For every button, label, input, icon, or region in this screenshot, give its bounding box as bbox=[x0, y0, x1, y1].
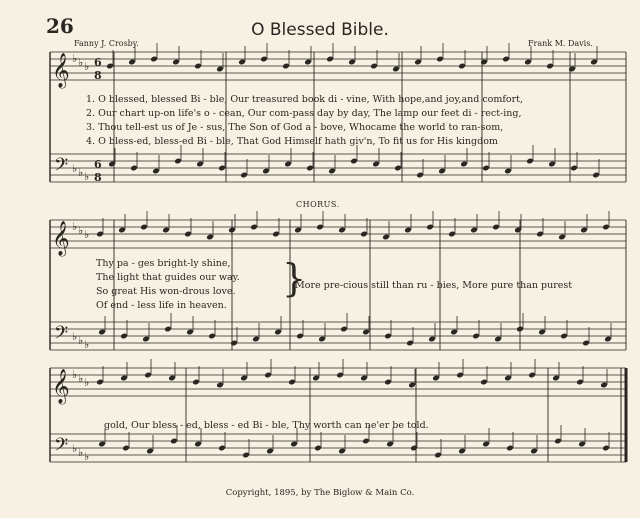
composer-credit: Frank M. Davis. bbox=[528, 39, 593, 48]
flat-sign: ♭ bbox=[78, 446, 84, 459]
refrain-line-3: So great His won-drous love. bbox=[96, 286, 236, 297]
flat-sign: ♭ bbox=[78, 334, 84, 347]
refrain-brace: } bbox=[282, 256, 307, 300]
clef-symbol: 𝄢 bbox=[54, 155, 69, 180]
flat-sign: ♭ bbox=[72, 52, 78, 65]
flat-sign: ♭ bbox=[84, 60, 90, 73]
flat-sign: ♭ bbox=[72, 330, 78, 343]
refrain-line-4: Of end - less life in heaven. bbox=[96, 300, 227, 311]
chorus-label: CHORUS. bbox=[296, 200, 340, 209]
clef-symbol: 𝄢 bbox=[54, 323, 69, 348]
time-signature: 8 bbox=[94, 171, 102, 184]
page-number: 26 bbox=[46, 14, 74, 38]
flat-sign: ♭ bbox=[72, 368, 78, 381]
flat-sign: ♭ bbox=[72, 442, 78, 455]
copyright-notice: Copyright, 1895, by The Biglow & Main Co. bbox=[225, 488, 415, 498]
verse-line-2: 2. Our chart up-on life's o - cean, Our com-pass day by day, The lamp our feet di - rect-ing, bbox=[86, 108, 522, 119]
flat-sign: ♭ bbox=[84, 228, 90, 241]
verse-line-1: 1. O blessed, blessed Bi - ble, Our treasured book di - vine, With hope,and joy,and comfort, bbox=[86, 94, 523, 105]
verse-line-4: 4. O bless-ed, bless-ed Bi - ble, That God Himself hath giv'n, To fit us for His kingdom bbox=[86, 136, 498, 147]
flat-sign: ♭ bbox=[78, 224, 84, 237]
time-signature: 6 bbox=[94, 158, 102, 171]
flat-sign: ♭ bbox=[78, 56, 84, 69]
refrain-line-1: Thy pa - ges bright-ly shine, bbox=[96, 258, 231, 269]
time-signature: 8 bbox=[94, 69, 102, 82]
clef-symbol: 𝄢 bbox=[54, 435, 69, 460]
final-lyric-line: gold, Our bless - ed, bless - ed Bi - ble, Thy worth can ne'er be told. bbox=[104, 420, 429, 431]
flat-sign: ♭ bbox=[84, 338, 90, 351]
hymn-title: O Blessed Bible. bbox=[251, 20, 389, 40]
flat-sign: ♭ bbox=[84, 376, 90, 389]
flat-sign: ♭ bbox=[72, 162, 78, 175]
chorus-text: More pre-cious still than ru - bies, More pure than purest bbox=[295, 280, 573, 291]
flat-sign: ♭ bbox=[72, 220, 78, 233]
refrain-line-2: The light that guides our way. bbox=[96, 272, 240, 283]
clef-symbol: 𝄞 bbox=[52, 221, 70, 256]
flat-sign: ♭ bbox=[78, 166, 84, 179]
clef-symbol: 𝄞 bbox=[52, 369, 70, 404]
time-signature: 6 bbox=[94, 56, 102, 69]
verse-line-3: 3. Thou tell-est us of Je - sus, The Son of God a - bove, Whocame the world to ran-som, bbox=[86, 122, 504, 133]
flat-sign: ♭ bbox=[78, 372, 84, 385]
clef-symbol: 𝄞 bbox=[52, 53, 70, 88]
author-credit: Fanny J. Crosby. bbox=[74, 39, 139, 48]
flat-sign: ♭ bbox=[84, 450, 90, 463]
flat-sign: ♭ bbox=[84, 170, 90, 183]
